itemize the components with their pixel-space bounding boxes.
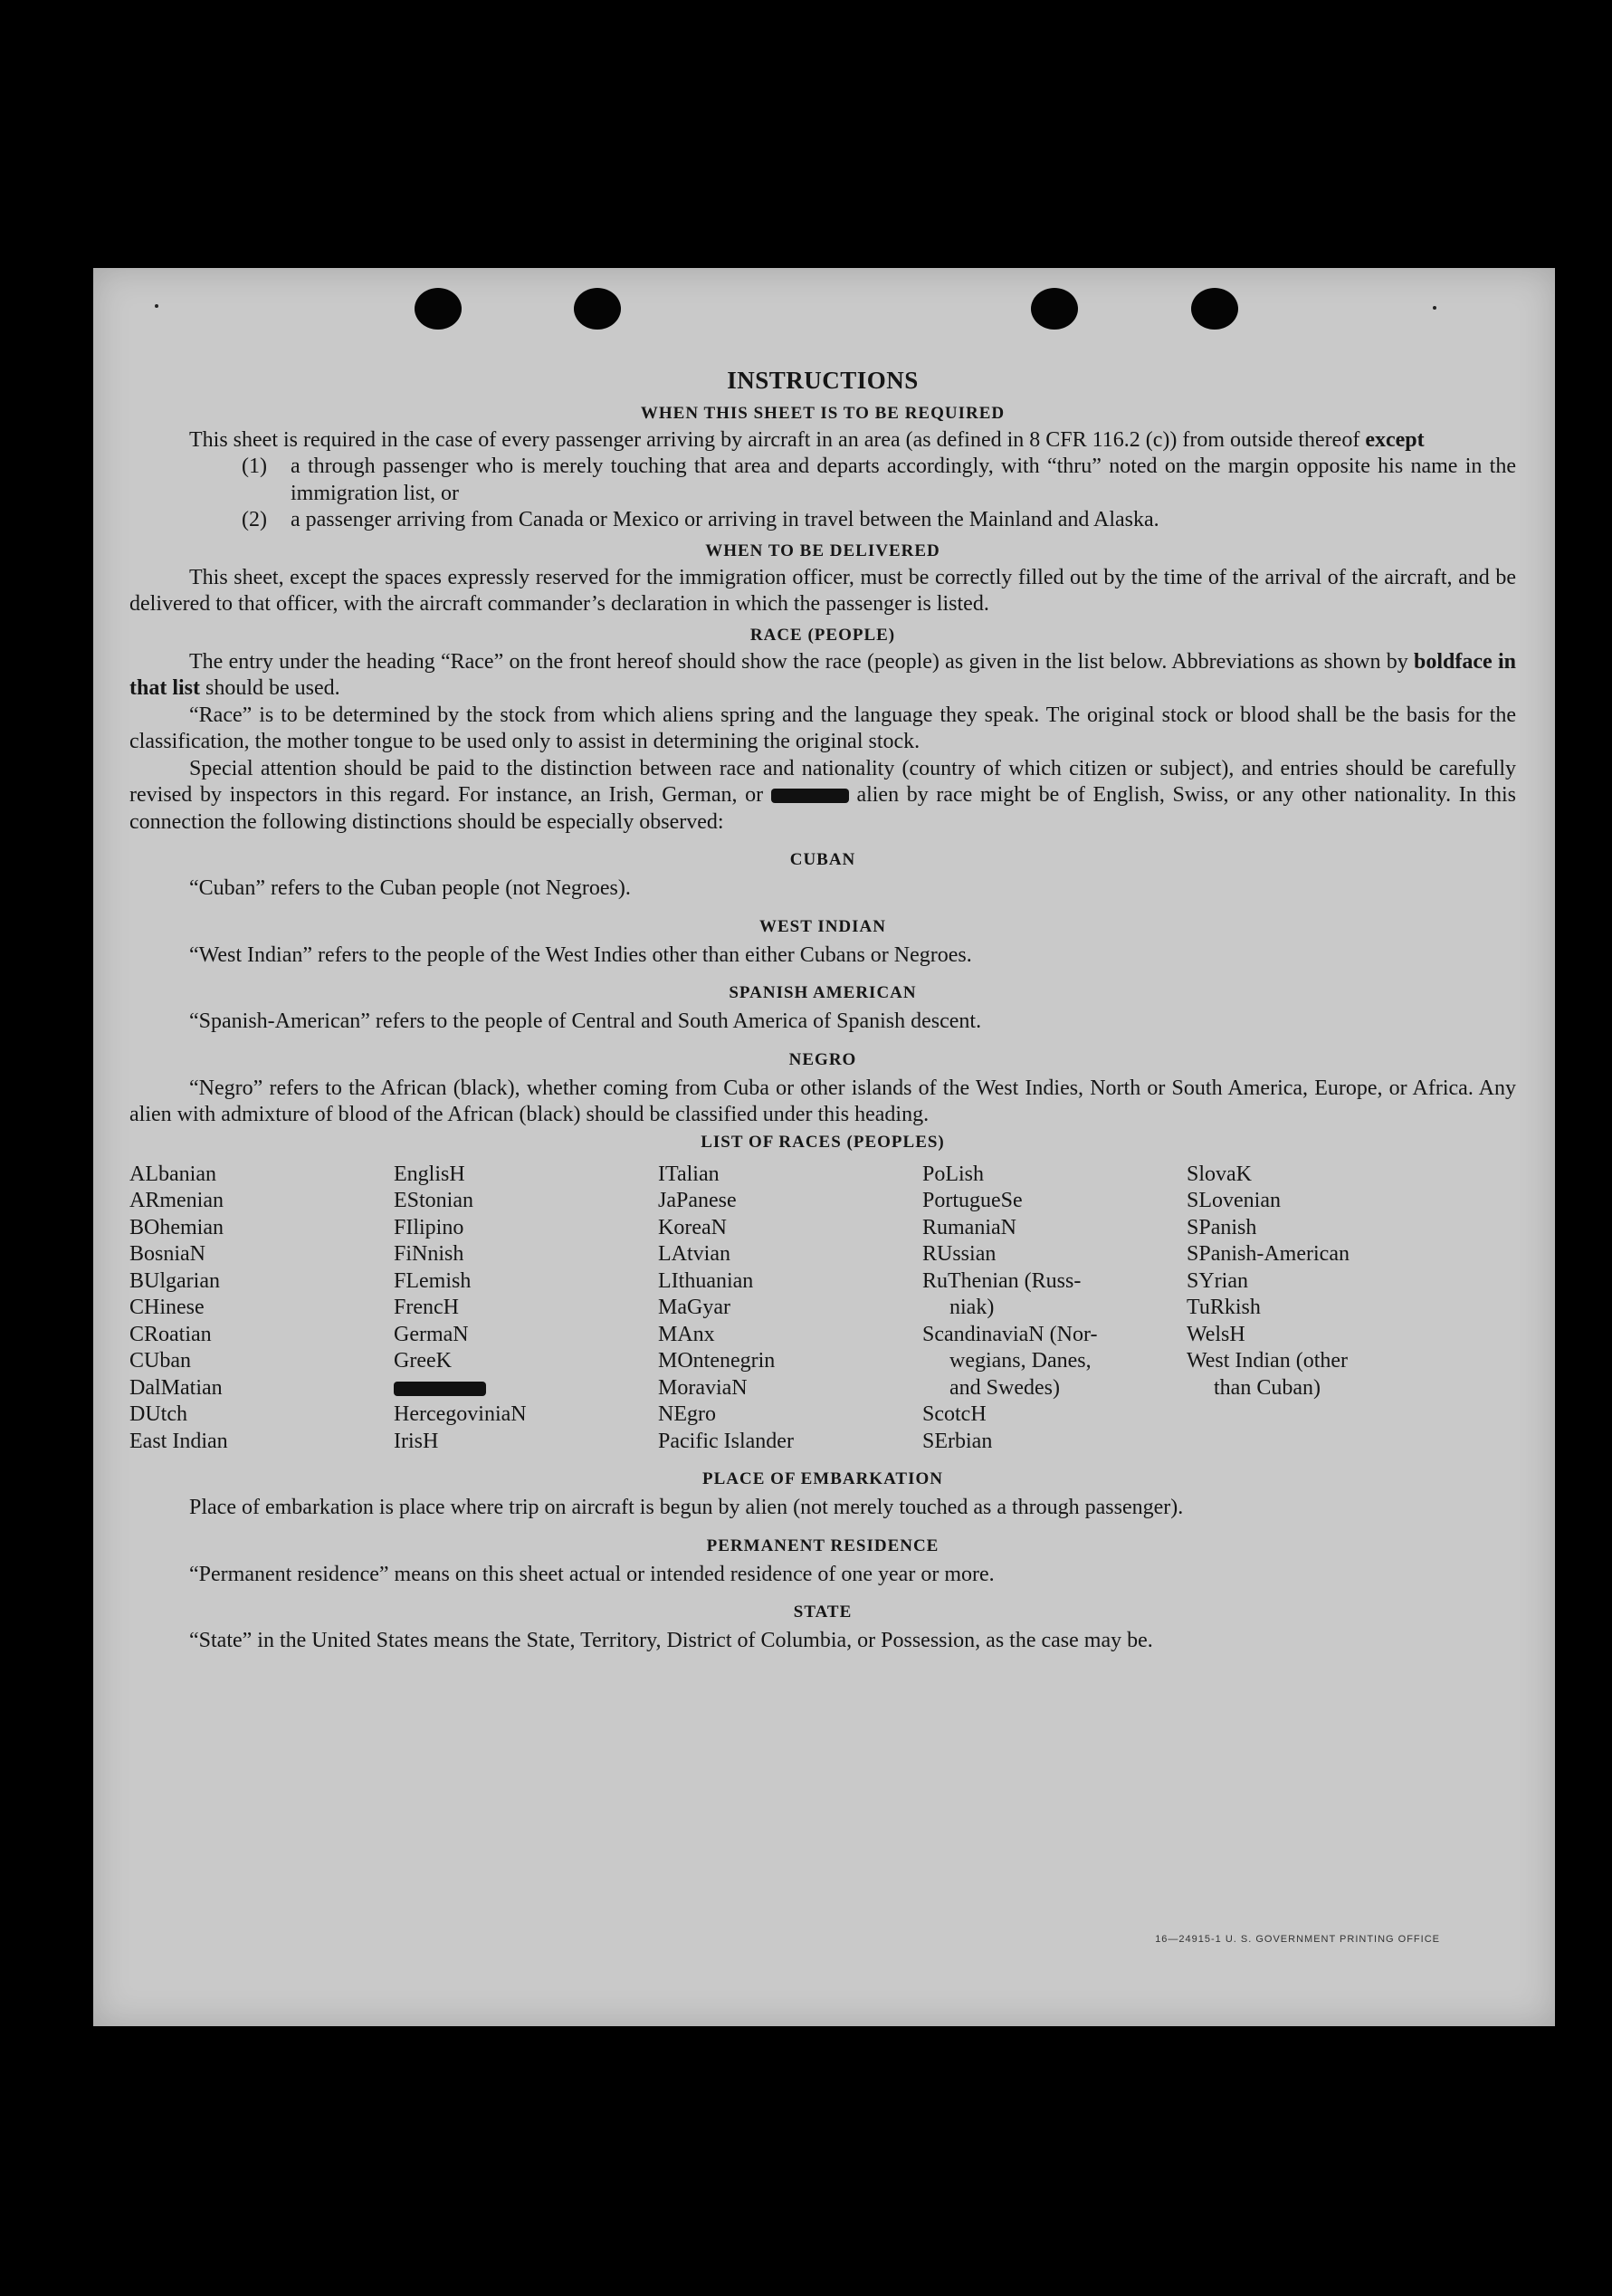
heading-spanish-american: SPANISH AMERICAN: [729, 983, 917, 1002]
paragraph-state: “State” in the United States means the State, Territory, District of Columbia, or Possession, as the case may be.: [189, 1629, 1153, 1652]
heading-list-of-races: LIST OF RACES (PEOPLES): [701, 1132, 945, 1152]
paragraph-delivered: This sheet, except the spaces expressly reserved for the immigration officer, must be correctly filled out by the time of the arrival of the aircraft, and be delivered to that officer, with the aircraft commander’s declaration in which the passenger is listed.: [129, 565, 1516, 616]
heading-residence: PERMANENT RESIDENCE: [706, 1535, 940, 1555]
races-column-1: ALbanian ARmenian BOhemian BosniaN BUlgarian CHinese CRoatian CUban DalMatian DUtch East Indian: [129, 1162, 228, 1453]
paragraph-residence: “Permanent residence” means on this sheet actual or intended residence of one year or more.: [189, 1562, 995, 1586]
heading-state: STATE: [793, 1602, 853, 1622]
instructions-content: [129, 368, 1516, 1655]
paragraph-race-2: “Race” is to be determined by the stock from which aliens spring and the language they speak. The original stock or blood shall be the basis for the classification, the mother tongue to be used only to assist in determining the original stock.: [129, 703, 1516, 753]
paragraph-race-3: Special attention should be paid to the distinction between race and nationality (country of which citizen or subject), and entries should be carefully revised by inspectors in this regard. For instance, an Irish, German, or alien by race might be of English, Swiss, or any other nationality. In this connection the following distinctions should be especially observed:: [129, 756, 1517, 834]
races-column-2: EnglisH EStonian FIlipino FiNnish FLemish FrencH GermaN GreeK HercegoviniaN IrisH: [394, 1162, 527, 1453]
paragraph-embarkation: Place of embarkation is place where trip on aircraft is begun by alien (not merely touched as a through passenger).: [189, 1496, 1184, 1519]
exception-2: (2) a passenger arriving from Canada or Mexico or arriving in travel between the Mainland and Alaska.: [242, 508, 1159, 531]
speck: [155, 304, 158, 308]
heading-when-required: WHEN THIS SHEET IS TO BE REQUIRED: [640, 403, 1006, 423]
races-column-3: ITalian JaPanese KoreaN LAtvian LIthuanian MaGyar MAnx MOntenegrin MoraviaN NEgro Pacific Islander: [658, 1162, 794, 1453]
paragraph-west-indian: “West Indian” refers to the people of the West Indies other than either Cubans or Negroes.: [189, 942, 972, 967]
page-title: INSTRUCTIONS: [727, 367, 919, 394]
paragraph-spanish-american: “Spanish-American” refers to the people of Central and South America of Spanish descent.: [189, 1009, 982, 1033]
speck: [1433, 306, 1436, 310]
races-column-4: PoLish PortugueSe RumaniaN RUssian RuThenian (Russ- niak) ScandinaviaN (Nor- wegians, Danes, and Swedes) ScotcH SErbian: [922, 1162, 1098, 1453]
heading-embarkation: PLACE OF EMBARKATION: [702, 1469, 943, 1488]
races-column-5: SlovaK SLovenian SPanish SPanish-American SYrian TuRkish WelsH West Indian (other than Cuban): [1187, 1162, 1350, 1400]
punch-hole: [1191, 288, 1238, 330]
redaction-mark: [394, 1382, 486, 1396]
redaction-mark: [771, 789, 849, 803]
punch-hole: [574, 288, 621, 330]
paragraph-negro: “Negro” refers to the African (black), whether coming from Cuba or other islands of the West Indies, North or South America, Europe, or Africa. Any alien with admixture of blood of the African (black) should be classified under this heading.: [129, 1076, 1516, 1126]
paragraph-race-1: The entry under the heading “Race” on the front hereof should show the race (people) as given in the list below. Abbreviations as shown by boldface in that list should be used.: [129, 649, 1516, 700]
punch-hole: [1031, 288, 1078, 330]
punch-hole: [415, 288, 462, 330]
printing-office-footer: 16—24915-1 U. S. GOVERNMENT PRINTING OFFICE: [1155, 1934, 1440, 1945]
heading-cuban: CUBAN: [789, 850, 856, 869]
heading-when-delivered: WHEN TO BE DELIVERED: [705, 541, 940, 560]
exception-1: (1) a through passenger who is merely touching that area and departs accordingly, with “thru” noted on the margin opposite his name in the immigration list, or: [242, 454, 1516, 505]
instruction-sheet: [93, 268, 1555, 2026]
races-list: [129, 1162, 1516, 1456]
heading-negro: NEGRO: [788, 1049, 857, 1069]
heading-race: RACE (PEOPLE): [749, 625, 896, 645]
paragraph-cuban: “Cuban” refers to the Cuban people (not Negroes).: [189, 876, 631, 900]
paragraph-required: This sheet is required in the case of every passenger arriving by aircraft in an area (as defined in 8 CFR 116.2 (c)) from outside thereof except: [189, 427, 1425, 452]
heading-west-indian: WEST INDIAN: [759, 916, 886, 936]
